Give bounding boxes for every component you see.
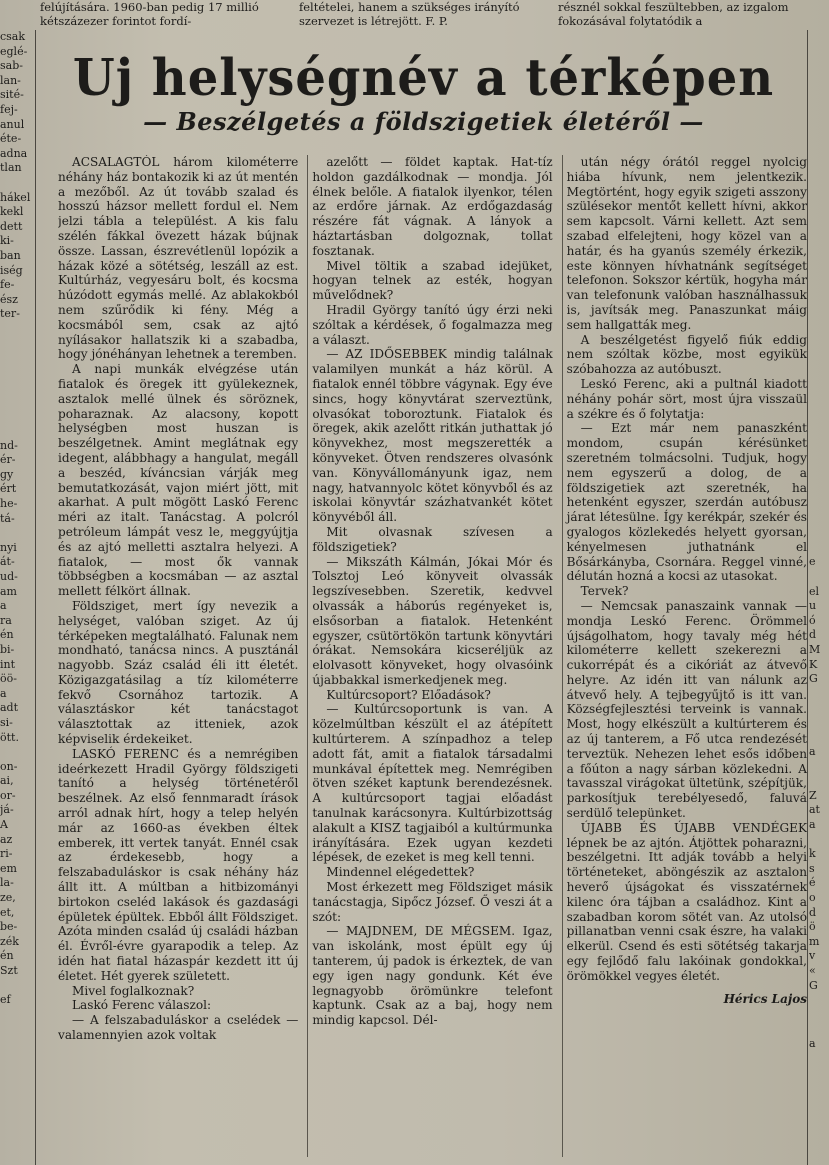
margin-fragment: d [809,905,817,919]
margin-fragment: he- [0,497,18,510]
margin-fragment: zék [0,934,19,948]
column-2 [307,155,552,1157]
margin-fragment: ri- [0,847,13,861]
margin-fragment [0,395,32,410]
margin-fragment: én [0,949,14,963]
margin-fragment [809,716,829,731]
paragraph: Mivel foglalkoznak? [72,983,195,998]
margin-fragment [809,833,829,848]
margin-fragment: at [809,803,820,817]
margin-fragment [809,380,829,395]
paragraph: Laskó Ferenc válaszol: [72,998,212,1013]
margin-fragment [0,526,32,541]
margin-fragment [809,30,829,45]
paragraph: A beszélgetést figyelő fiúk eddig nem szóltak közbe, most egyikük szóbahozza az autóbuszt. [566,332,807,377]
previous-article-fragments [40,0,807,30]
paragraph: ÚJABB ÉS ÚJABB VENDÉGEK lépnek be az ajtón. Átjöttek poharazni, beszélgetni. Itt adják tovább a helyi történeteket, aböngészik az asztalon heverő újságokat és visszatérnek kilenc óra tájban a családhoz. Kint a szabadban korom sötét van. Az utolsó pillanatban venni csak észre, ha valaki elkerül. Csend és esti sötétség takarja egy fejlődő falu lakóinak gondokkal, örömökkel vegyes életét. [566,820,807,983]
margin-fragment: ai, [0,774,14,788]
margin-fragment: ért [0,482,17,496]
paragraph: Földsziget, mert így nevezik a helységet, valóban sziget. Az új térképeken megtalálható. Falunak nem mondható, tanácsa nincs. A pusztánál nagyobb. Száz család éli itt életét. Közigazgatásilag a tíz kilométerre fekvő Csornához tartozik. A választáskor két tanácstagot választottak az itteniek, azok képviselik érdekeiket. [58,598,299,747]
margin-fragment [0,745,32,760]
margin-fragment [809,278,829,293]
headline: Uj helységnév a térképen [72,48,775,108]
margin-fragment: K [809,657,818,671]
margin-fragment: adna [0,146,28,160]
margin-fragment: m [809,934,820,948]
paragraph: — Nemcsak panaszaink vannak — mondja Leskó Ferenc. Örömmel újságolhatom, hogy tavaly még hét kilométerre kellett szekerezni a cukorrépát és a cikóriát az átvevő helyre. Az idén itt van nálunk az átvevő hely. A tejbegyűjtő is itt van. Községfejlesztési terveink is vannak. Most, hogy elkészült a kultúrterem és az új tanterem, a Fő utca rendezését terveztük. Nehezen lehet esős időben a főúton a nagy sárban közlekedni. A tavasszal virágokat ültetünk, szépítjük, parkosítjuk terebélyesedő, faluvá serdülő telepünket. [566,598,807,821]
margin-fragment [809,205,829,220]
margin-fragment: am [0,584,17,598]
margin-fragment: e [809,555,816,569]
margin-fragment [809,88,829,103]
margin-fragment [0,336,32,351]
margin-fragment: em [0,861,17,875]
margin-fragment: nd- [0,438,18,452]
margin-fragment [0,380,32,395]
margin-fragment [809,234,829,249]
margin-fragment: sab- [0,59,23,73]
margin-fragment [809,161,829,176]
paragraph: ACSALAGTÓL három kilométerre néhány ház bontakozik ki az út mentén a mezőből. Az út tovább szalad és hosszú házsor mellett fordul el. Nem jelzi tábla a települést. A kis falu szélén fákkal övezett házak bújnak össze. Lassan, észrevétlenül lopózik a házak közé a sötétség, leszáll az est. Kultúrház, vegyesáru bolt, és kocsma húzódott egymás mellé. Az ablakokból nem szűrődik ki fény. Még a kocsmából sem, csak az ajtó nyílásakor hallatszik ki a szabadba, hogy jónéhányan lehetnek a teremben. [58,155,299,362]
margin-fragment: gy [0,467,14,481]
margin-fragment [809,307,829,322]
margin-fragment: éte- [0,132,22,146]
margin-fragment [809,731,829,746]
margin-fragment: on- [0,759,18,773]
margin-fragment: át- [0,555,15,569]
margin-fragment: u [809,599,817,613]
margin-fragment: be- [0,920,18,934]
margin-fragment: ter- [0,307,20,321]
margin-fragment [809,103,829,118]
column-3 [562,155,807,1157]
margin-fragment [809,468,829,483]
margin-fragment: adt [0,701,19,715]
paragraph: LASKÓ FERENC és a nemrégiben ideérkezett Hradil György földszigeti tanító a helység történetéről beszélnek. Az első fennmaradt írások arról adnak hírt, hogy a telep helyén már az 1660-as években éltek emberek, itt vertek tanyát. Ennél csak az érdekesebb, hogy a felszabaduláskor is csak néhány ház állt itt. A múltban a hitbizományi birtokon cseléd lakások és gazdasági épületek épültek. Ebből állt Földsziget. Azóta minden család új családi házban él. Évről-évre gyarapodik a telep. Az idén hat fiatal házaspár kezdett itt új életet. Hét gyerek született. [58,746,299,983]
margin-fragment [809,541,829,556]
top-fragment: résznél sokkal feszültebben, az izgalom fokozásával folytatódik a [558,0,789,28]
margin-fragment [809,249,829,264]
margin-fragment [809,993,829,1008]
margin-fragment: fe- [0,278,15,292]
margin-fragment [0,351,32,366]
margin-fragment: G [809,978,818,992]
margin-fragment: la- [0,876,14,890]
margin-fragment: Z [809,788,817,802]
margin-fragment [809,439,829,454]
margin-fragment: a [809,745,816,759]
margin-fragment: M [809,642,821,656]
margin-fragment: tá- [0,511,15,525]
column-rule [35,30,36,1165]
paragraph: Kultúrcsoport? Előadások? [326,687,491,702]
margin-fragment [809,336,829,351]
margin-fragment [809,482,829,497]
paragraph: Leskó Ferenc, aki a pultnál kiadott néhány pohár sört, most újra visszaül a székre és ő folytatja: [566,376,807,421]
margin-fragment: k [809,847,816,861]
margin-fragment: ban [0,248,21,262]
paragraph: Tervek? [580,584,629,599]
margin-fragment: d [809,628,817,642]
margin-fragment: ze, [0,891,16,905]
paragraph: — Mikszáth Kálmán, Jókai Mór és Tolsztoj Leó könyveit olvassák legszívesebben. Szeretik, kedvvel olvassák a háborús regényeket is, elsősorban a fiatalok. Hetenként egyszer, csütörtökön tartunk könyvtári órákat. Nemsokára kicseréljük az elolvasott könyveket, hogy olvasóink újabbakkal ismerkedjenek meg. [312,554,553,687]
margin-fragment [809,497,829,512]
margin-fragment: or- [0,788,16,802]
paragraph: — Kultúrcsoportunk is van. A közelmúltban készült el az átépített kultúrterem. A színpadhoz a telep adott fát, amit a fiatalok társadalmi munkával építettek meg. Nemrégiben ötven széket kaptunk berendezésnek. A kultúrcsoport tagjai előadást tanulnak karácsonyra. Kultúrbizottság alakult a KISZ tagjaiból a kultúrmunka irányítására. Ezek ugyan kezdeti lépések, de ezeket is meg kell tenni. [312,702,553,865]
column-1 [58,155,298,1157]
margin-fragment [809,191,829,206]
top-fragment: felújítására. 1960-ban pedig 17 millió kétszázezer forintot fordí- [40,0,259,28]
margin-fragment [0,322,32,337]
margin-fragment [0,979,32,994]
margin-fragment: sité- [0,88,24,102]
margin-fragment: a [809,818,816,832]
margin-fragment [809,147,829,162]
margin-fragment: é [809,876,816,890]
margin-fragment: hákel [0,190,31,204]
paragraph: Hradil György tanító úgy érzi neki szóltak a kérdések, ő fogalmazza meg a választ. [312,302,553,347]
margin-fragment: lan- [0,73,21,87]
margin-fragment [809,701,829,716]
margin-fragment: kekl [0,205,24,219]
margin-fragment: csak [0,30,26,43]
margin-fragment [809,59,829,74]
margin-fragment [809,570,829,585]
margin-fragment: ó [809,613,816,627]
margin-fragment: ö [809,920,816,934]
margin-fragment: ki- [0,234,14,248]
margin-fragment [809,453,829,468]
margin-fragment: tlan [0,161,22,175]
top-fragment: feltételei, hanem a szükséges irányító szervezet is létrejött. F. P. [299,0,520,28]
margin-fragment [0,366,32,381]
margin-fragment [809,351,829,366]
column-rule [807,30,808,1165]
paragraph: Mivel töltik a szabad idejüket, hogyan telnek az esték, hogyan művelődnek? [312,258,553,303]
margin-fragment: nyi [0,540,17,554]
article-body [58,155,807,1157]
margin-fragment [809,424,829,439]
margin-fragment: ef [0,993,11,1007]
margin-fragment: a [0,686,7,700]
paragraph: — AZ IDŐSEBBEK mindig találnak valamilyen munkát a ház körül. A fiatalok ennél többre vágynak. Egy éve sincs, hogy könyvtárat szerveztünk, olvasókat toboroztunk. Fiatalok és öregek, akik azelőtt ritkán juthattak jó könyvekhez, most megszerették a könyveket. Ötven rendszeres olvasónk van. Könyvállományunk igaz, nem nagy, hatvannyolc kötet könyvből és az iskolai könyvtár százhatvankét kötet könyvéből áll. [312,347,553,525]
paragraph: — A felszabaduláskor a cselédek — valamennyien azok voltak [58,1013,299,1043]
margin-fragment [809,774,829,789]
margin-fragment [809,220,829,235]
margin-fragment: öö- [0,672,17,686]
margin-fragment: bi- [0,642,15,656]
author-signature: Hérics Lajos [723,991,807,1006]
margin-fragment: a [0,599,7,613]
margin-fragment: ud- [0,569,18,583]
margin-fragment [809,118,829,133]
margin-fragment: dett [0,219,23,233]
margin-fragment [809,409,829,424]
margin-fragment [809,74,829,89]
paragraph: — MAJDNEM, DE MÉGSEM. Igaz, van iskolánk, most épült egy új tanterem, új padok is érkeztek, de van egy igen nagy gondunk. Két éve legnagyobb örömünkre telefont kaptunk. Csak az a baj, hogy nem mindig kapcsol. Dél- [312,924,553,1028]
margin-fragment [0,176,32,191]
paragraph: — Ezt már nem panaszként mondom, csupán kérésünket szeretném tolmácsolni. Tudjuk, hogy nem egyszerű a dolog, de a földszigetiek azt szeretnék, ha hetenként egyszer, szerdán autóbusz járat létesülne. Így kerékpár, szekér és gyalogos közlekedés helyett gyorsan, kényelmesen juthatnánk el Bősárkányba, Csornára. Reggel vinné, délután hozná a kocsi az utasokat. [566,421,807,584]
margin-fragment [809,322,829,337]
paragraph: A napi munkák elvégzése után fiatalok és öregek itt gyülekeznek, asztalok mellé ülnek és söröznek, poharaznak. Az alacsony, kopott helységben most huszan is beszélgetnek. Amint meglátnak egy idegent, alábbhagy a hangulat, megáll a beszéd, kíváncsian várják meg bemutatkozását, vajon miért jött, mit akarhat. A pult mögött Laskó Ferenc méri az italt. Tanácstag. A polcról petróleum lámpát vesz le, meggyújtja és az ajtó melletti asztalra helyezi. A fiatalok, — most ők vannak többségben a kocsmában — az asztal mellett félkört állnak. [58,362,299,599]
margin-fragment: si- [0,715,13,729]
margin-fragment [809,132,829,147]
margin-fragment: A [0,818,8,832]
margin-fragment: iség [0,263,23,277]
left-margin-fragments [0,30,32,1165]
margin-fragment: anul [0,117,25,131]
margin-fragment: én [0,628,14,642]
margin-fragment: ész [0,292,18,306]
margin-fragment [0,424,32,439]
margin-fragment [809,687,829,702]
margin-fragment: Szt [0,964,18,977]
margin-fragment: o [809,891,816,905]
margin-fragment: já- [0,803,14,817]
margin-fragment [809,512,829,527]
margin-fragment [809,395,829,410]
margin-fragment: ött. [0,730,19,744]
margin-fragment: fej- [0,102,18,116]
subheadline: — Beszélgetés a földszigetiek életéről — [143,107,704,136]
right-margin-fragments [809,30,829,1165]
margin-fragment: int [0,657,16,671]
margin-fragment: G [809,672,818,686]
margin-fragment [809,1008,829,1023]
margin-fragment: eglé- [0,44,28,58]
margin-fragment [0,409,32,424]
margin-fragment: s [809,861,815,875]
margin-fragment [809,760,829,775]
margin-fragment: a [809,1036,816,1050]
article-header [40,40,807,136]
paragraph: Mindennel elégedettek? [326,865,475,880]
margin-fragment: az [0,832,13,846]
margin-fragment: « [809,964,816,977]
margin-fragment [809,45,829,60]
margin-fragment: v [809,949,816,963]
margin-fragment: et, [0,905,15,919]
margin-fragment [809,264,829,279]
paragraph: Mit olvasnak szívesen a földszigetiek? [312,524,553,554]
paragraph: azelőtt — földet kaptak. Hat-tíz holdon gazdálkodnak — mondja. Jól élnek belőle. A fiatalok ilyenkor, télen az erdőre járnak. Az erdőgazdaság részére fát vágnak. A lányok a háztartásban dolgoznak, tollat fosztanak. [312,155,553,258]
margin-fragment: ér- [0,453,16,467]
margin-fragment: ra [0,613,12,627]
margin-fragment: el [809,584,820,598]
paragraph: után négy órától reggel nyolcig hiába hívunk, nem jelentkezik. Megtörtént, hogy egyik szigeti asszony szülésekor mentőt kellett hívni, akkor sem kapcsolt. Várni kellett. Azt sem szabad elfelejteni, hogy közel van a határ, és ha gyanús személy érkezik, este könnyen hívhatnánk segítséget telefonon. Sokszor kértük, hogyha már van telefonunk valóban használhassuk is, javítsák meg. Panaszunkat máig sem hallgatták meg. [566,155,807,332]
margin-fragment [809,366,829,381]
margin-fragment [809,293,829,308]
margin-fragment [809,1022,829,1037]
margin-fragment [809,526,829,541]
margin-fragment [809,176,829,191]
paragraph: Most érkezett meg Földsziget másik tanácstagja, Sipőcz József. Ő veszi át a szót: [312,880,553,924]
